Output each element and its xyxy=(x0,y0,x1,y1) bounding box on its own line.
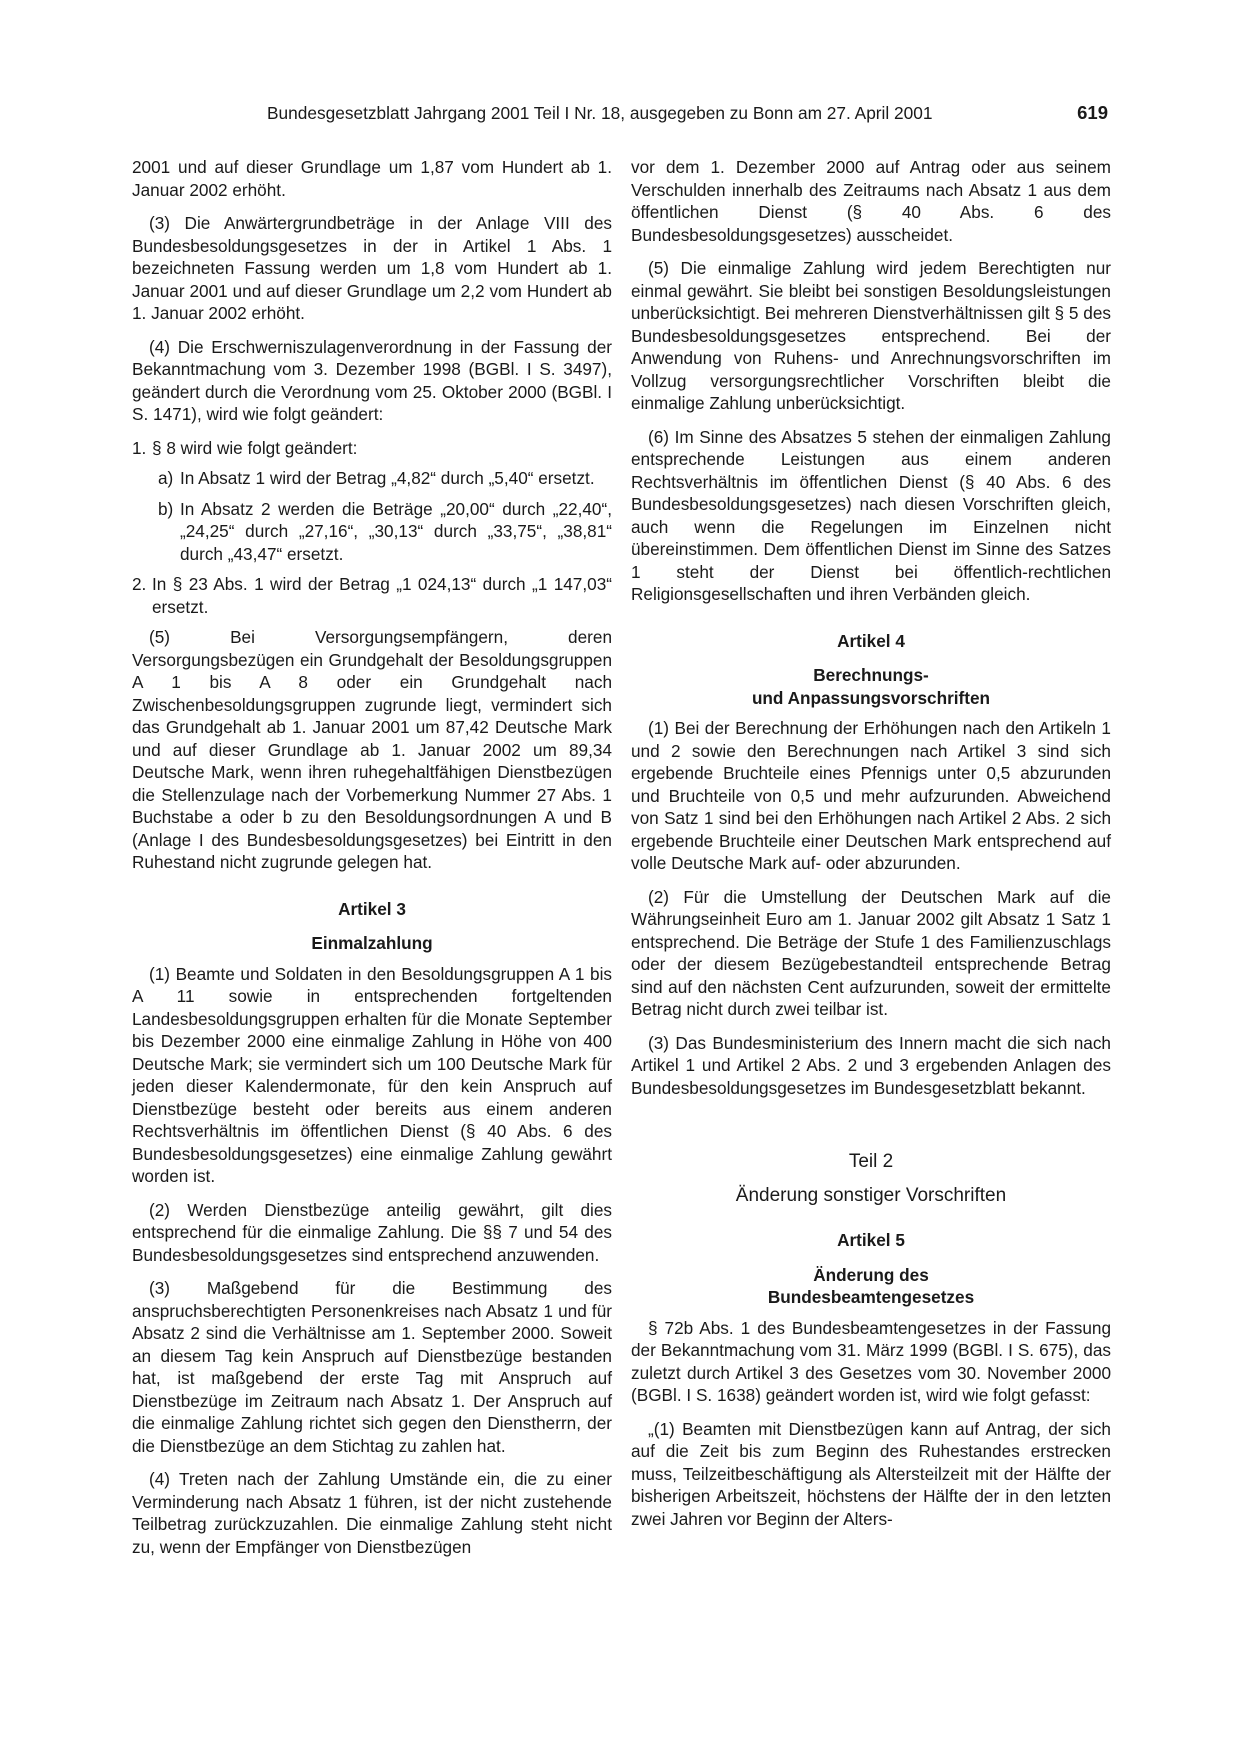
paragraph-continuation: vor dem 1. Dezember 2000 auf Antrag oder aus seinem Verschulden innerhalb des Zeitraums nach Absatz 1 aus dem öffentlichen Dienst (§ 40 Abs. 6 des Bundesbesoldungsgesetzes) ausscheidet. xyxy=(631,157,1111,245)
paragraph-art3-abs1: (1) Beamte und Soldaten in den Besoldungsgruppen A 1 bis A 11 sowie in entsprechenden fortgeltenden Landesbesoldungsgruppen erhalten für die Monate September bis Dezember 2000 eine einmalige Zahlung in Höhe von 400 Deutsche Mark; sie vermindert sich um 100 Deutsche Mark für jeden dieser Kalendermonate, für den kein Anspruch auf Dienstbezüge besteht oder bereits aus einem anderen Rechtsverhältnis im öffentlichen Dienst (§ 40 Abs. 6 des Bundesbesoldungsgesetzes) eine einmalige Zahlung gewährt worden ist. xyxy=(132,963,612,1186)
paragraph-art3-abs6: (6) Im Sinne des Absatzes 5 stehen der einmaligen Zahlung entsprechende Leistungen aus einem anderen Rechtsverhältnis im öffentlichen Dienst (§ 40 Abs. 6 des Bundesbesoldungsgesetzes) nach diesen Vorschriften gleich, auch wenn die Regelungen im Einzelnen nicht übereinstimmen. Dem öffentlichen Dienst im Sinne des Satzes 1 steht der Dienst bei öffentlich-rechtlichen Religionsgesellschaften und ihren Verbänden gleich. xyxy=(631,426,1111,604)
paragraph-art3-abs3: (3) Maßgebend für die Bestimmung des anspruchsberechtigten Personenkreises nach Absatz 1 und für Absatz 2 sind die Verhältnisse am 1. September 2000. Soweit an diesem Tag kein Anspruch auf Dienstbezüge bestanden hat, ist maßgebend der erste Tag mit Anspruch auf Dienstbezüge im Zeitraum nach Absatz 1. Der Anspruch auf die einmalige Zahlung richtet sich gegen den Dienstherrn, der die Dienstbezüge an dem Stichtag zu zahlen hat. xyxy=(132,1278,612,1456)
paragraph-art4-abs2: (2) Für die Umstellung der Deutschen Mark auf die Währungseinheit Euro am 1. Januar 2002 gilt Absatz 1 Satz 1 entsprechend. Die Beträge der Stufe 1 des Familienzuschlags oder der diesem Bezügebestandteil entsprechende Betrag sind auf den nächsten Cent aufzurunden, soweit der ermittelte Betrag nicht durch zwei teilbar ist. xyxy=(631,886,1111,1019)
article-4-number: Artikel 4 xyxy=(837,630,905,651)
paragraph-abs5: (5) Bei Versorgungsempfängern, deren Versorgungsbezügen ein Grundgehalt der Besoldungsgruppen A 1 bis A 8 oder ein Grundgehalt nach Zwischenbesoldungsgruppen zugrunde liegt, vermindert sich das Grundgehalt ab 1. Januar 2001 um 87,42 Deutsche Mark und auf dieser Grundlage ab 1. Januar 2002 um 89,34 Deutsche Mark, wenn ihren ruhegehaltfähigen Dienstbezügen die Stellenzulage nach der Vorbemerkung Nummer 27 Abs. 1 Buchstabe a oder b zu den Besoldungsordnungen A und B (Anlage I des Bundesbesoldungsgesetzes) bei Eintritt in den Ruhestand nicht zugrunde gelegen hat. xyxy=(132,627,612,872)
list-item-text: In Absatz 1 wird der Betrag „4,82“ durch „5,40“ ersetzt. xyxy=(180,468,595,488)
list-item-text: § 8 wird wie folgt geändert: xyxy=(152,437,358,458)
list-marker: 2. xyxy=(132,574,147,594)
paragraph-art5-quote: „(1) Beamten mit Dienstbezügen kann auf Antrag, der sich auf die Zeit bis zum Beginn des Ruhestandes erstrecken muss, Teilzeitbeschäftigung als Altersteilzeit mit der Hälfte der bisherigen Arbeitszeit, höchstens der Hälfte der in den letzten zwei Jahren vor Beginn der Alters- xyxy=(631,1418,1111,1529)
article-3-title: Einmalzahlung xyxy=(311,933,433,953)
paragraph-abs4: (4) Die Erschwerniszulagenverordnung in der Fassung der Bekanntmachung vom 3. Dezember 1998 (BGBl. I S. 3497), geändert durch die Verordnung vom 25. Oktober 2000 (BGBl. I S. 1471), wird wie folgt geändert: xyxy=(132,336,612,424)
article-4-title-line2: und Anpassungsvorschriften xyxy=(751,687,991,708)
list-item-1b xyxy=(158,498,612,566)
part-number: Teil 2 xyxy=(848,1151,894,1172)
list-item-text: In Absatz 2 werden die Beträge „20,00“ durch „22,40“, „24,25“ durch „27,16“, „30,13“ durch „33,75“, „38,81“ durch „43,47“ ersetzt. xyxy=(180,498,612,564)
paragraph-abs3: (3) Die Anwärtergrundbeträge in der Anlage VIII des Bundesbesoldungsgesetzes in der in Artikel 1 Abs. 1 bezeichneten Fassung werden um 1,8 vom Hundert ab 1. Januar 2001 und auf dieser Grundlage um 2,2 vom Hundert ab 1. Januar 2002 erhöht. xyxy=(132,213,612,323)
amendment-list xyxy=(132,437,612,619)
list-item-text: In § 23 Abs. 1 wird der Betrag „1 024,13“ durch „1 147,03“ ersetzt. xyxy=(152,574,612,617)
paragraph-art3-abs2: (2) Werden Dienstbezüge anteilig gewährt, gilt dies entsprechend für die einmalige Zahlung. Die §§ 7 und 54 des Bundesbesoldungsgesetzes sind entsprechend anzuwenden. xyxy=(132,1199,612,1265)
left-column xyxy=(132,156,612,1569)
paragraph-continuation: 2001 und auf dieser Grundlage um 1,87 vom Hundert ab 1. Januar 2002 erhöht. xyxy=(132,157,612,200)
list-item-1a xyxy=(158,467,612,490)
paragraph-art5-intro: § 72b Abs. 1 des Bundesbeamtengesetzes in der Fassung der Bekanntmachung vom 31. März 1999 (BGBl. I S. 675), das zuletzt durch Artikel 3 des Gesetzes vom 30. November 2000 (BGBl. I S. 1638) geändert worden ist, wird wie folgt gefasst: xyxy=(631,1317,1111,1405)
article-4-title-line1: Berechnungs- xyxy=(813,665,929,685)
right-column xyxy=(631,156,1111,1541)
paragraph-art3-abs5: (5) Die einmalige Zahlung wird jedem Berechtigten nur einmal gewährt. Sie bleibt bei sonstigen Besoldungsleistungen unberücksichtigt. Bei mehreren Dienstverhältnissen gilt § 5 des Bundesbesoldungsgesetzes entsprechend. Bei der Anwendung von Ruhens- und Anrechnungsvorschriften im Vollzug versorgungsrechtlicher Vorschriften bleibt die einmalige Zahlung unberücksichtigt. xyxy=(631,258,1111,413)
list-item-1 xyxy=(132,437,612,460)
article-5-title-line1: Änderung des xyxy=(813,1264,929,1285)
paragraph-art4-abs3: (3) Das Bundesministerium des Innern macht die sich nach Artikel 1 und Artikel 2 Abs. 2 und 3 ergebenden Anlagen des Bundesbesoldungsgesetzes im Bundesgesetzblatt bekannt. xyxy=(631,1032,1111,1098)
article-3-number: Artikel 3 xyxy=(338,898,406,919)
part-title: Änderung sonstiger Vorschriften xyxy=(735,1185,1007,1206)
list-marker: b) xyxy=(158,498,174,519)
list-marker: 1. xyxy=(132,437,147,458)
paragraph-art4-abs1: (1) Bei der Berechnung der Erhöhungen nach den Artikeln 1 und 2 sowie den Berechnungen nach Artikel 3 sind sich ergebende Bruchteile eines Pfennigs unter 0,5 abzurunden und Bruchteile von 0,5 und mehr aufzurunden. Abweichend von Satz 1 sind bei den Erhöhungen nach Artikel 2 Abs. 2 sich ergebende Bruchteile einer Deutschen Mark entsprechend auf volle Deutsche Mark auf- oder abzurunden. xyxy=(631,718,1111,873)
article-5-number: Artikel 5 xyxy=(837,1230,905,1250)
running-header: Bundesgesetzblatt Jahrgang 2001 Teil I Nr. 18, ausgegeben zu Bonn am 27. April 2001 xyxy=(267,103,933,123)
sub-list xyxy=(158,467,612,565)
list-item-2 xyxy=(132,573,612,618)
list-marker: a) xyxy=(158,468,174,488)
paragraph-art3-abs4: (4) Treten nach der Zahlung Umstände ein, die zu einer Verminderung nach Absatz 1 führen, ist der nicht zustehende Teilbetrag zurückzuzahlen. Die einmalige Zahlung steht nicht zu, wenn der Empfänger von Dienstbezügen xyxy=(132,1469,612,1557)
page-header xyxy=(132,100,1108,126)
page-number: 619 xyxy=(1077,102,1108,123)
article-5-title-line2: Bundesbeamtengesetzes xyxy=(767,1287,975,1307)
